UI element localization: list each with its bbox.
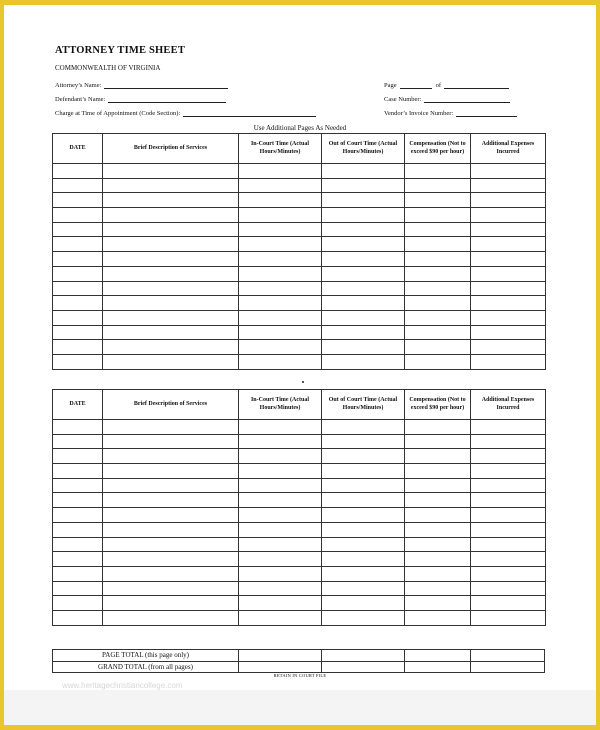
expenses-cell[interactable] [471,420,546,435]
expenses-cell[interactable] [471,522,546,537]
description-cell[interactable] [103,193,239,208]
compensation-cell[interactable] [405,464,471,479]
in-court-cell[interactable] [239,449,322,464]
expenses-cell[interactable] [471,178,546,193]
document-title: ATTORNEY TIME SHEET [55,45,186,56]
expenses-cell[interactable] [471,581,546,596]
table-row [53,581,546,596]
page-label: Page [384,82,397,89]
description-cell[interactable] [103,508,239,523]
description-cell[interactable] [103,434,239,449]
in-court-cell[interactable] [239,478,322,493]
col-expenses: Additional Expenses Incurred [471,390,546,420]
in-court-cell[interactable] [239,537,322,552]
date-cell[interactable] [53,208,103,223]
compensation-cell[interactable] [405,478,471,493]
grand-total-out-court[interactable] [322,661,405,673]
compensation-cell[interactable] [405,178,471,193]
charge-label: Charge at Time of Appointment (Code Section): [55,110,181,117]
compensation-cell[interactable] [405,296,471,311]
out-court-cell[interactable] [322,237,405,252]
out-court-cell[interactable] [322,566,405,581]
description-cell[interactable] [103,340,239,355]
date-cell[interactable] [53,164,103,179]
expenses-cell[interactable] [471,508,546,523]
page-total-in-court[interactable] [239,650,322,662]
compensation-cell[interactable] [405,281,471,296]
date-cell[interactable] [53,178,103,193]
page-total-label: PAGE TOTAL (this page only) [53,650,239,662]
table-row [53,325,546,340]
expenses-cell[interactable] [471,449,546,464]
attorney-name-field[interactable] [55,81,228,89]
date-cell[interactable] [53,193,103,208]
document-subtitle: COMMONWEALTH OF VIRGINIA [55,64,161,72]
totals-table [52,649,545,673]
table-row [53,222,546,237]
description-cell[interactable] [103,522,239,537]
compensation-cell[interactable] [405,193,471,208]
out-court-cell[interactable] [322,596,405,611]
description-cell[interactable] [103,222,239,237]
date-cell[interactable] [53,610,103,625]
expenses-cell[interactable] [471,237,546,252]
col-date: DATE [53,134,103,164]
date-cell[interactable] [53,266,103,281]
date-cell[interactable] [53,310,103,325]
out-court-cell[interactable] [322,281,405,296]
out-court-cell[interactable] [322,581,405,596]
table-row [53,566,546,581]
out-court-cell[interactable] [322,325,405,340]
in-court-cell[interactable] [239,420,322,435]
in-court-cell[interactable] [239,596,322,611]
date-cell[interactable] [53,566,103,581]
out-court-cell[interactable] [322,449,405,464]
description-cell[interactable] [103,325,239,340]
page-total-compensation[interactable] [405,650,471,662]
page-total-row [53,650,545,662]
date-cell[interactable] [53,552,103,567]
description-cell[interactable] [103,596,239,611]
col-date: DATE [53,390,103,420]
date-cell[interactable] [53,434,103,449]
description-cell[interactable] [103,266,239,281]
compensation-cell[interactable] [405,566,471,581]
out-court-cell[interactable] [322,522,405,537]
compensation-cell[interactable] [405,552,471,567]
out-court-cell[interactable] [322,310,405,325]
in-court-cell[interactable] [239,310,322,325]
compensation-cell[interactable] [405,208,471,223]
in-court-cell[interactable] [239,434,322,449]
in-court-cell[interactable] [239,178,322,193]
out-court-cell[interactable] [322,478,405,493]
description-cell[interactable] [103,296,239,311]
expenses-cell[interactable] [471,354,546,369]
in-court-cell[interactable] [239,493,322,508]
expenses-cell[interactable] [471,434,546,449]
table-row [53,164,546,179]
compensation-cell[interactable] [405,354,471,369]
description-cell[interactable] [103,493,239,508]
out-court-cell[interactable] [322,610,405,625]
compensation-cell[interactable] [405,596,471,611]
description-cell[interactable] [103,310,239,325]
date-cell[interactable] [53,478,103,493]
compensation-cell[interactable] [405,310,471,325]
compensation-cell[interactable] [405,266,471,281]
date-cell[interactable] [53,537,103,552]
table-row [53,434,546,449]
table-row [53,296,546,311]
expenses-cell[interactable] [471,566,546,581]
page-total-expenses[interactable] [471,650,545,662]
out-court-cell[interactable] [322,508,405,523]
vendor-invoice-label: Vendor’s Invoice Number: [384,110,454,117]
compensation-cell[interactable] [405,537,471,552]
description-cell[interactable] [103,281,239,296]
out-court-cell[interactable] [322,464,405,479]
table-row [53,310,546,325]
date-cell[interactable] [53,522,103,537]
expenses-cell[interactable] [471,610,546,625]
compensation-cell[interactable] [405,420,471,435]
in-court-cell[interactable] [239,325,322,340]
date-cell[interactable] [53,354,103,369]
date-cell[interactable] [53,596,103,611]
out-court-cell[interactable] [322,420,405,435]
expenses-cell[interactable] [471,252,546,267]
out-court-cell[interactable] [322,552,405,567]
table-row [53,596,546,611]
defendant-name-line[interactable] [108,95,226,103]
description-cell[interactable] [103,449,239,464]
page-border-bottom [0,725,600,730]
expenses-cell[interactable] [471,193,546,208]
grand-total-compensation[interactable] [405,661,471,673]
grand-total-in-court[interactable] [239,661,322,673]
compensation-cell[interactable] [405,449,471,464]
table-row [53,208,546,223]
col-out-court: Out of Court Time (Actual Hours/Minutes) [322,390,405,420]
description-cell[interactable] [103,478,239,493]
grand-total-label: GRAND TOTAL (from all pages) [53,661,239,673]
out-court-cell[interactable] [322,208,405,223]
page-total-out-court[interactable] [322,650,405,662]
col-expenses: Additional Expenses Incurred [471,134,546,164]
in-court-cell[interactable] [239,508,322,523]
table-row [53,478,546,493]
page-border-top [0,0,600,5]
vendor-invoice-field[interactable] [384,109,517,117]
page-line[interactable] [400,81,432,89]
out-court-cell[interactable] [322,178,405,193]
expenses-cell[interactable] [471,281,546,296]
date-cell[interactable] [53,296,103,311]
compensation-cell[interactable] [405,610,471,625]
compensation-cell[interactable] [405,493,471,508]
description-cell[interactable] [103,178,239,193]
description-cell[interactable] [103,581,239,596]
col-description: Brief Description of Services [103,390,239,420]
col-compensation: Compensation (Not to exceed $90 per hour) [405,390,471,420]
col-out-court: Out of Court Time (Actual Hours/Minutes) [322,134,405,164]
defendant-name-label: Defendant’s Name: [55,96,106,103]
in-court-cell[interactable] [239,340,322,355]
of-label: of [435,82,442,89]
table-row [53,420,546,435]
compensation-cell[interactable] [405,340,471,355]
description-cell[interactable] [103,552,239,567]
case-number-field[interactable] [384,95,510,103]
col-compensation: Compensation (Not to exceed $90 per hour) [405,134,471,164]
table-row [53,252,546,267]
out-court-cell[interactable] [322,252,405,267]
expenses-cell[interactable] [471,493,546,508]
compensation-cell[interactable] [405,581,471,596]
table-row [53,493,546,508]
retain-footer: RETAIN IN COURT FILE [273,673,327,678]
table-row [53,522,546,537]
date-cell[interactable] [53,508,103,523]
col-in-court: In-Court Time (Actual Hours/Minutes) [239,390,322,420]
expenses-cell[interactable] [471,296,546,311]
case-number-label: Case Number: [384,96,422,103]
charge-field[interactable] [55,109,316,117]
table-row [53,449,546,464]
attorney-name-line[interactable] [104,81,228,89]
col-in-court: In-Court Time (Actual Hours/Minutes) [239,134,322,164]
col-description: Brief Description of Services [103,134,239,164]
out-court-cell[interactable] [322,537,405,552]
additional-pages-note: Use Additional Pages As Needed [253,124,347,132]
in-court-cell[interactable] [239,237,322,252]
date-cell[interactable] [53,581,103,596]
description-cell[interactable] [103,537,239,552]
out-court-cell[interactable] [322,193,405,208]
compensation-cell[interactable] [405,508,471,523]
description-cell[interactable] [103,566,239,581]
case-number-line[interactable] [424,95,510,103]
of-line[interactable] [444,81,509,89]
compensation-cell[interactable] [405,434,471,449]
in-court-cell[interactable] [239,193,322,208]
grand-total-expenses[interactable] [471,661,545,673]
expenses-cell[interactable] [471,464,546,479]
in-court-cell[interactable] [239,610,322,625]
in-court-cell[interactable] [239,266,322,281]
table-row [53,464,546,479]
expenses-cell[interactable] [471,537,546,552]
compensation-cell[interactable] [405,522,471,537]
time-table-2 [52,389,546,626]
in-court-cell[interactable] [239,566,322,581]
in-court-cell[interactable] [239,581,322,596]
defendant-name-field[interactable] [55,95,226,103]
table-row [53,193,546,208]
date-cell[interactable] [53,252,103,267]
description-cell[interactable] [103,208,239,223]
expenses-cell[interactable] [471,266,546,281]
date-cell[interactable] [53,493,103,508]
in-court-cell[interactable] [239,164,322,179]
table-row [53,610,546,625]
in-court-cell[interactable] [239,208,322,223]
date-cell[interactable] [53,449,103,464]
date-cell[interactable] [53,281,103,296]
out-court-cell[interactable] [322,296,405,311]
description-cell[interactable] [103,164,239,179]
watermark-text: www.heritagechristiancollege.com [62,681,183,690]
table-row [53,266,546,281]
in-court-cell[interactable] [239,281,322,296]
compensation-cell[interactable] [405,252,471,267]
out-court-cell[interactable] [322,493,405,508]
expenses-cell[interactable] [471,478,546,493]
table-row [53,281,546,296]
table-row [53,340,546,355]
table-row [53,537,546,552]
page-border-left [0,0,4,730]
in-court-cell[interactable] [239,522,322,537]
date-cell[interactable] [53,464,103,479]
date-cell[interactable] [53,325,103,340]
vendor-invoice-line[interactable] [456,109,517,117]
out-court-cell[interactable] [322,266,405,281]
expenses-cell[interactable] [471,325,546,340]
expenses-cell[interactable] [471,310,546,325]
expenses-cell[interactable] [471,340,546,355]
table-row [53,237,546,252]
in-court-cell[interactable] [239,354,322,369]
compensation-cell[interactable] [405,164,471,179]
page-field[interactable] [384,81,509,89]
date-cell[interactable] [53,222,103,237]
out-court-cell[interactable] [322,354,405,369]
description-cell[interactable] [103,610,239,625]
expenses-cell[interactable] [471,222,546,237]
date-cell[interactable] [53,340,103,355]
stray-mark [302,381,304,383]
in-court-cell[interactable] [239,464,322,479]
expenses-cell[interactable] [471,208,546,223]
page-border-right [596,0,600,730]
table-row [53,354,546,369]
description-cell[interactable] [103,420,239,435]
table-row [53,552,546,567]
in-court-cell[interactable] [239,296,322,311]
charge-line[interactable] [183,109,316,117]
date-cell[interactable] [53,420,103,435]
expenses-cell[interactable] [471,596,546,611]
page-bottom-shade [4,690,596,725]
description-cell[interactable] [103,354,239,369]
compensation-cell[interactable] [405,237,471,252]
compensation-cell[interactable] [405,222,471,237]
attorney-name-label: Attorney’s Name: [55,82,102,89]
table-row [53,508,546,523]
description-cell[interactable] [103,237,239,252]
description-cell[interactable] [103,464,239,479]
grand-total-row [53,661,545,673]
in-court-cell[interactable] [239,552,322,567]
description-cell[interactable] [103,252,239,267]
out-court-cell[interactable] [322,222,405,237]
out-court-cell[interactable] [322,434,405,449]
compensation-cell[interactable] [405,325,471,340]
expenses-cell[interactable] [471,164,546,179]
in-court-cell[interactable] [239,222,322,237]
date-cell[interactable] [53,237,103,252]
out-court-cell[interactable] [322,164,405,179]
table-row [53,178,546,193]
time-table-1 [52,133,546,370]
out-court-cell[interactable] [322,340,405,355]
in-court-cell[interactable] [239,252,322,267]
expenses-cell[interactable] [471,552,546,567]
